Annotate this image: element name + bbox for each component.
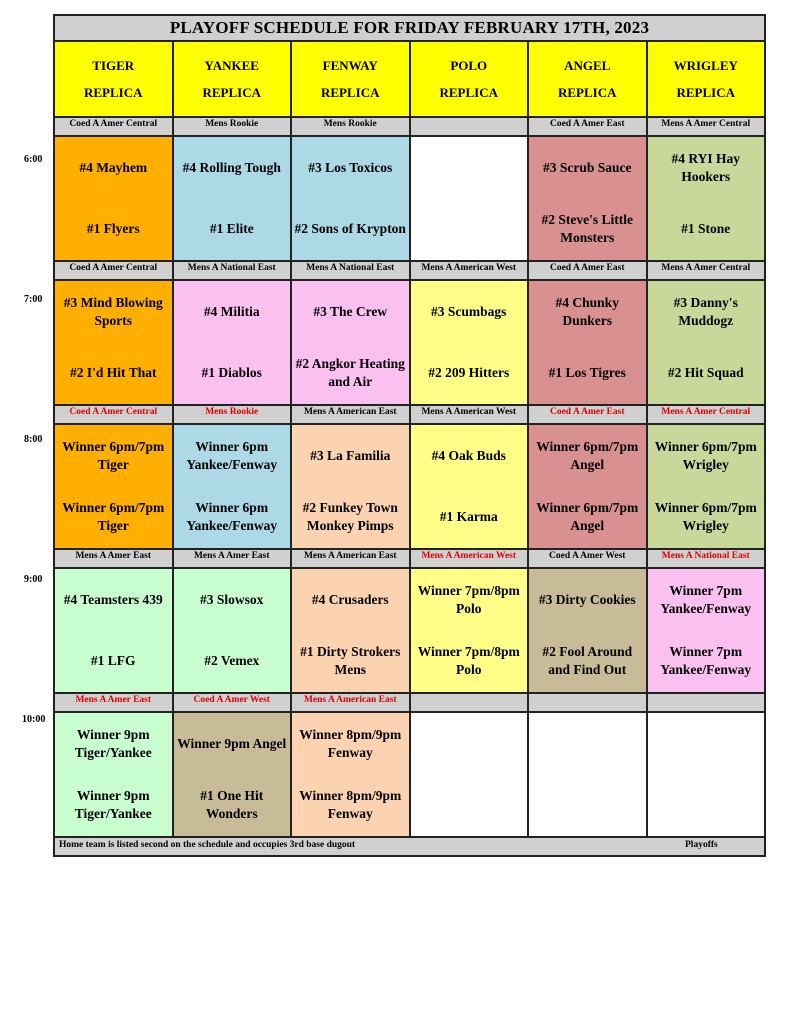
- away-team: #4 Militia: [203, 303, 260, 319]
- game-cell: [411, 569, 530, 692]
- game-cell: [411, 281, 530, 404]
- home-team: Winner 6pm Yankee/Fenway: [186, 500, 278, 534]
- division-label: Mens A Amer East: [174, 550, 293, 567]
- division-label: [529, 694, 648, 711]
- schedule-title: PLAYOFF SCHEDULE FOR FRIDAY FEBRUARY 17TH, 2023: [55, 16, 764, 42]
- home-team: #1 One Hit Wonders: [200, 788, 264, 822]
- away-team: [411, 137, 528, 199]
- field-sub: REPLICA: [202, 85, 261, 100]
- division-label: Mens A National East: [648, 550, 765, 567]
- game-cell: [529, 425, 648, 548]
- away-team: #3 Los Toxicos: [308, 159, 393, 175]
- division-row: [55, 116, 764, 137]
- home-team: #1 Los Tigres: [548, 365, 626, 381]
- away-team: #4 Chunky Dunkers: [555, 294, 619, 328]
- away-team: Winner 9pm Angel: [177, 735, 287, 751]
- game-row: [55, 569, 764, 692]
- game-cell: [292, 137, 411, 260]
- game-cell: [648, 137, 765, 260]
- home-team: #1 Elite: [209, 221, 254, 237]
- home-team: #1 Karma: [439, 509, 498, 525]
- game-cell: [55, 425, 174, 548]
- home-team: #2 209 Hitters: [428, 365, 510, 381]
- away-team: #4 Mayhem: [79, 159, 148, 175]
- game-cell: [292, 713, 411, 836]
- division-label: Coed A Amer East: [529, 262, 648, 279]
- home-team: #2 Sons of Krypton: [294, 221, 406, 237]
- game-cell: [648, 425, 765, 548]
- away-team: Winner 7pm/8pm Polo: [417, 582, 520, 616]
- division-label: Coed A Amer Central: [55, 262, 174, 279]
- home-team: #1 Stone: [681, 221, 731, 237]
- footer-bar: [55, 836, 764, 855]
- away-team: #4 Crusaders: [311, 591, 389, 607]
- away-team: Winner 7pm Yankee/Fenway: [660, 582, 752, 616]
- division-row: [55, 692, 764, 713]
- division-label: Mens A Amer Central: [648, 262, 765, 279]
- home-team: Winner 7pm Yankee/Fenway: [660, 644, 752, 678]
- home-team: Winner 6pm/7pm Angel: [536, 500, 639, 534]
- time-label: 7:00: [24, 294, 43, 305]
- away-team: #3 Slowsox: [200, 591, 264, 607]
- home-team: #1 Flyers: [86, 221, 140, 237]
- home-team: #2 I'd Hit That: [70, 365, 157, 381]
- division-row: [55, 548, 764, 569]
- division-label: Mens A Amer East: [55, 550, 174, 567]
- division-label: Mens A American East: [292, 550, 411, 567]
- game-cell: [411, 713, 530, 836]
- field-sub: REPLICA: [557, 85, 617, 100]
- field-header-angel: [529, 42, 648, 116]
- game-cell: [55, 713, 174, 836]
- field-name: YANKEE: [204, 58, 259, 73]
- game-cell: [55, 569, 174, 692]
- away-team: Winner 6pm/7pm Angel: [536, 438, 639, 472]
- division-label: [411, 694, 530, 711]
- division-label: Coed A Amer West: [529, 550, 648, 567]
- time-label: 6:00: [24, 154, 43, 165]
- game-cell: [174, 713, 293, 836]
- game-cell: [292, 281, 411, 404]
- field-header-wrigley: [648, 42, 765, 116]
- game-cell: [174, 569, 293, 692]
- away-team: #3 Dirty Cookies: [538, 591, 636, 607]
- field-name: WRIGLEY: [673, 58, 738, 73]
- away-team: Winner 6pm/7pm Tiger: [62, 438, 165, 472]
- home-team: Winner 6pm/7pm Wrigley: [654, 500, 757, 534]
- game-cell: [529, 569, 648, 692]
- game-cell: [174, 425, 293, 548]
- division-label: [648, 694, 765, 711]
- away-team: #4 RYI Hay Hookers: [671, 150, 741, 184]
- division-label: Mens A Amer Central: [648, 406, 765, 423]
- home-team: Winner 9pm Tiger/Yankee: [74, 788, 152, 822]
- away-team: #3 Danny's Muddogz: [673, 294, 738, 328]
- home-team: #1 Diablos: [201, 365, 262, 381]
- home-team: #2 Angkor Heating and Air: [295, 356, 405, 390]
- game-cell: [174, 281, 293, 404]
- home-team: #2 Fool Around and Find Out: [542, 644, 633, 678]
- field-header-row: [55, 42, 764, 116]
- division-label: Mens A American East: [292, 694, 411, 711]
- home-team: [411, 775, 528, 837]
- away-team: #3 Scrub Sauce: [542, 159, 632, 175]
- home-team: Winner 8pm/9pm Fenway: [299, 788, 402, 822]
- home-team: #1 Dirty Strokers Mens: [300, 644, 401, 678]
- division-label: Coed A Amer East: [529, 118, 648, 135]
- away-team: #4 Teamsters 439: [63, 591, 163, 607]
- away-team: Winner 8pm/9pm Fenway: [299, 726, 402, 760]
- division-label: Mens A American West: [411, 406, 530, 423]
- game-cell: [529, 281, 648, 404]
- time-label: 9:00: [24, 574, 43, 585]
- division-label: Coed A Amer Central: [55, 406, 174, 423]
- division-label: Mens A American West: [411, 262, 530, 279]
- game-cell: [292, 569, 411, 692]
- home-team: [529, 775, 646, 837]
- home-team: #2 Hit Squad: [667, 365, 744, 381]
- home-team: #2 Vemex: [204, 653, 260, 669]
- home-team: #1 LFG: [90, 653, 136, 669]
- division-label: Mens A American East: [292, 406, 411, 423]
- away-team: #3 The Crew: [313, 303, 388, 319]
- division-label: Mens Rookie: [174, 118, 293, 135]
- schedule-sheet: [53, 14, 766, 857]
- field-header-fenway: [292, 42, 411, 116]
- game-cell: [292, 425, 411, 548]
- field-sub: REPLICA: [320, 85, 380, 100]
- field-sub: REPLICA: [83, 85, 143, 100]
- footer-label: Playoffs: [685, 840, 718, 850]
- away-team: #4 Rolling Tough: [182, 159, 281, 175]
- game-cell: [174, 137, 293, 260]
- field-name: ANGEL: [564, 58, 611, 73]
- division-label: Mens A National East: [292, 262, 411, 279]
- division-row: [55, 404, 764, 425]
- time-label: 10:00: [22, 714, 46, 725]
- time-label: 8:00: [24, 434, 43, 445]
- away-team: [648, 713, 765, 775]
- game-cell: [411, 137, 530, 260]
- game-cell: [648, 569, 765, 692]
- game-cell: [648, 281, 765, 404]
- game-cell: [55, 137, 174, 260]
- away-team: [411, 713, 528, 775]
- home-team: [411, 199, 528, 261]
- division-label: Coed A Amer West: [174, 694, 293, 711]
- home-team: [648, 775, 765, 837]
- field-header-tiger: [55, 42, 174, 116]
- field-name: FENWAY: [322, 58, 378, 73]
- field-name: POLO: [450, 58, 488, 73]
- division-label: Mens A American West: [411, 550, 530, 567]
- home-team: #2 Steve's Little Monsters: [541, 212, 633, 246]
- away-team: #3 La Familia: [310, 447, 391, 463]
- field-sub: REPLICA: [439, 85, 498, 100]
- division-row: [55, 260, 764, 281]
- away-team: [529, 713, 646, 775]
- away-team: #3 Scumbags: [431, 303, 507, 319]
- home-team: Winner 6pm/7pm Tiger: [62, 500, 165, 534]
- home-team: #2 Funkey Town Monkey Pimps: [302, 500, 398, 534]
- home-team: Winner 7pm/8pm Polo: [417, 644, 520, 678]
- division-label: Mens Rookie: [292, 118, 411, 135]
- game-cell: [529, 137, 648, 260]
- away-team: Winner 9pm Tiger/Yankee: [74, 726, 152, 760]
- division-label: Coed A Amer East: [529, 406, 648, 423]
- division-label: [411, 118, 530, 135]
- field-header-polo: [411, 42, 530, 116]
- game-row: [55, 713, 764, 836]
- time-slots: [55, 116, 764, 836]
- away-team: #3 Mind Blowing Sports: [63, 294, 163, 328]
- division-label: Coed A Amer Central: [55, 118, 174, 135]
- game-cell: [648, 713, 765, 836]
- division-label: Mens A Amer Central: [648, 118, 765, 135]
- field-header-yankee: [174, 42, 293, 116]
- field-name: TIGER: [92, 58, 135, 73]
- game-cell: [411, 425, 530, 548]
- game-row: [55, 425, 764, 548]
- away-team: #4 Oak Buds: [431, 447, 506, 463]
- game-cell: [529, 713, 648, 836]
- division-label: Mens A National East: [174, 262, 293, 279]
- footer-note: Home team is listed second on the schedule and occupies 3rd base dugout: [59, 840, 356, 850]
- game-row: [55, 137, 764, 260]
- game-row: [55, 281, 764, 404]
- away-team: Winner 6pm Yankee/Fenway: [186, 438, 278, 472]
- field-sub: REPLICA: [676, 85, 735, 100]
- division-label: Mens Rookie: [174, 406, 293, 423]
- division-label: Mens A Amer East: [55, 694, 174, 711]
- game-cell: [55, 281, 174, 404]
- away-team: Winner 6pm/7pm Wrigley: [654, 438, 757, 472]
